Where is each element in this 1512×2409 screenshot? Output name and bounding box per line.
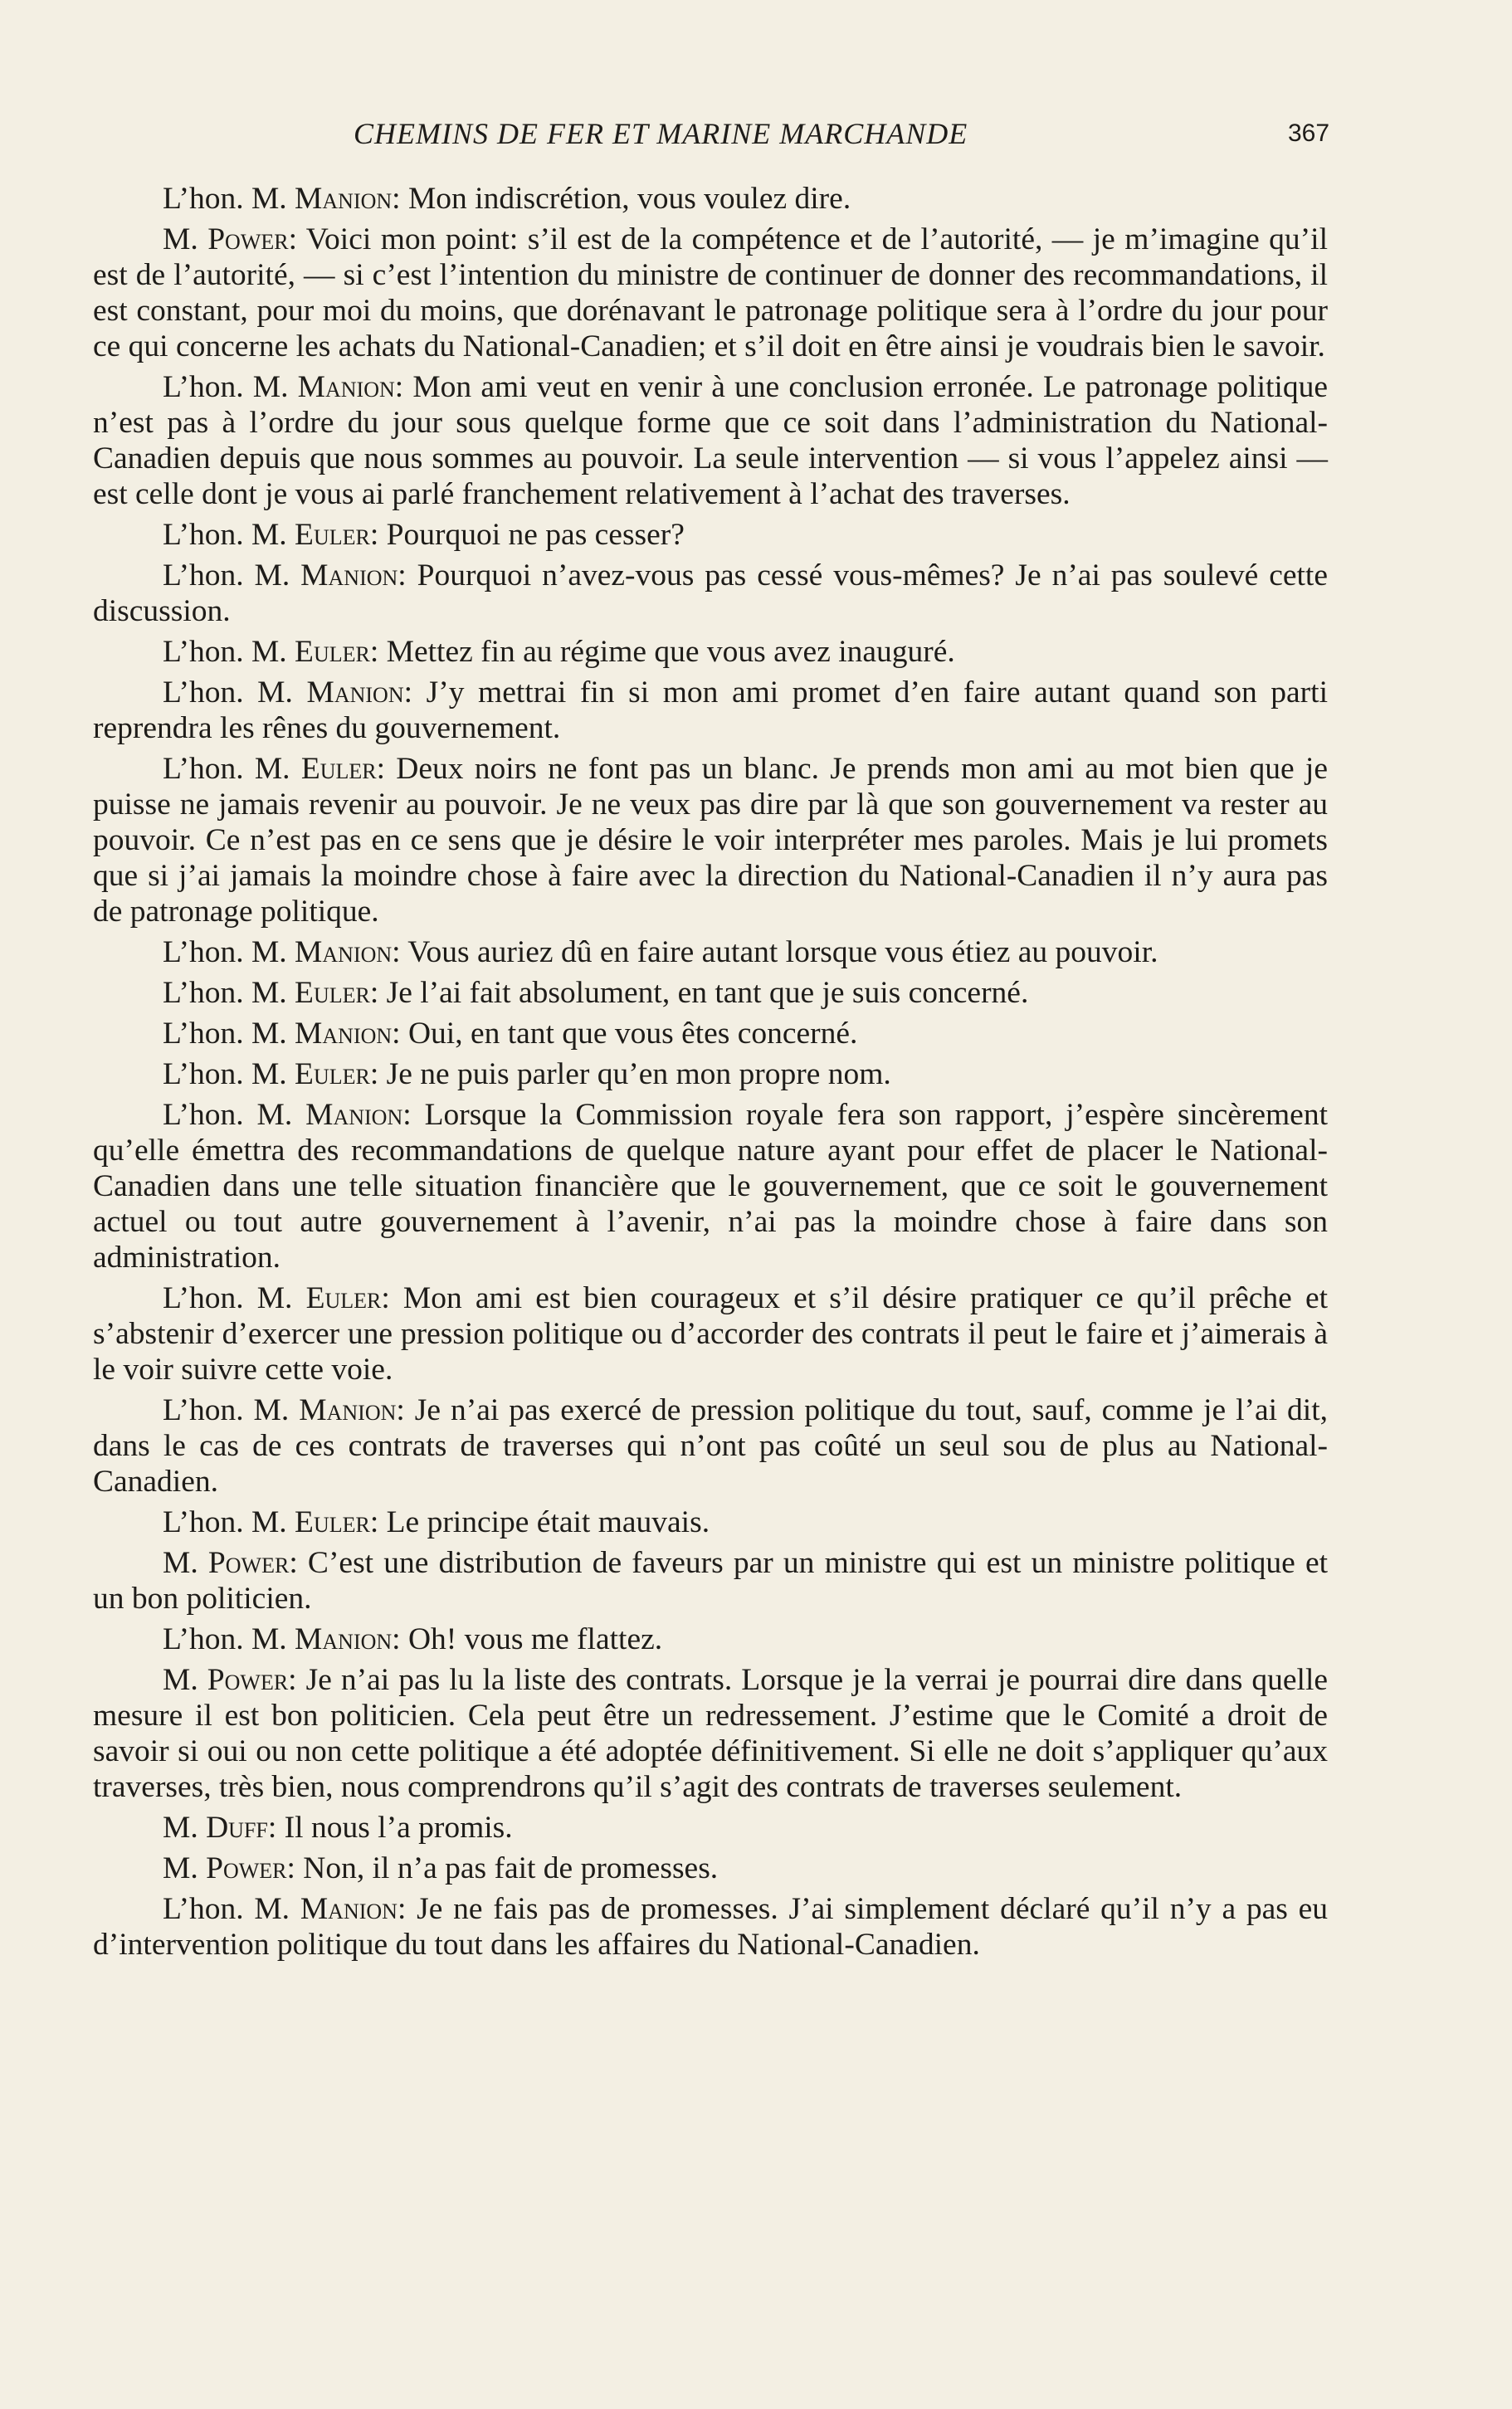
speaker-title: L’hon. M. [163, 675, 307, 710]
speaker-name: Manion [295, 182, 393, 216]
speaker-title: L’hon. M. [163, 370, 298, 404]
speaker-title: L’hon. M. [163, 976, 295, 1010]
speaker-name: Euler [295, 518, 370, 552]
speech-paragraph [93, 675, 1328, 746]
speech-text: : Deux noirs ne font pas un blanc. Je prends mon ami au mot bien que je puisse ne jamais revenir au pouvoir. Je ne veux pas dire par là que son gouvernement va rester au pouvoir. Ce n’est pas en ce sens que je désire le voir interpréter mes paroles. Mais je lui promets que si j’ai jamais la moindre chose à faire avec la direction du National-Canadien il n’y aura pas de patronage politique. [93, 752, 1328, 929]
speaker-title: L’hon. M. [163, 1098, 306, 1132]
speaker-name: Manion [305, 1098, 403, 1132]
speech-text: : Pourquoi ne pas cesser? [369, 518, 685, 552]
speech-text: : Mettez fin au régime que vous avez inauguré. [369, 635, 955, 669]
speech-paragraph [93, 1810, 1328, 1846]
speaker-name: Euler [305, 1281, 382, 1315]
speaker-title: L’hon. M. [163, 518, 295, 552]
speech-paragraph [93, 1545, 1328, 1617]
speaker-title: L’hon. M. [163, 182, 295, 216]
speaker-name: Power [207, 222, 289, 256]
speaker-title: L’hon. M. [163, 1892, 300, 1926]
speaker-title: L’hon. M. [163, 1057, 295, 1091]
speaker-title: L’hon. M. [163, 935, 295, 969]
running-title: CHEMINS DE FER ET MARINE MARCHANDE [354, 117, 968, 150]
speech-paragraph [93, 1851, 1328, 1886]
speech-paragraph [93, 222, 1328, 364]
speech-paragraph [93, 1891, 1328, 1963]
speech-text: : Lorsque la Commission royale fera son rapport, j’espère sincèrement qu’elle émettra des recommandations de quelque nature ayant pour effet de placer le National-Canadien dans une telle situation financière que le gouvernement, que ce soit le gouvernement actuel ou tout autre gouvernement à l’avenir, n’ai pas la moindre chose à faire dans son administration. [93, 1098, 1328, 1275]
speaker-title: L’hon. M. [163, 1505, 295, 1539]
speaker-title: L’hon. M. [163, 1393, 300, 1427]
page-number: 367 [1288, 119, 1330, 147]
speech-paragraph [93, 181, 1328, 217]
speech-text: : Mon ami veut en venir à une conclusion erronée. Le patronage politique n’est pas à l’ordre du jour sous quelque forme que ce soit dans l’administration du National-Canadien depuis que nous sommes au pouvoir. La seule intervention — si vous l’appelez ainsi — est celle dont je vous ai parlé franchement relativement à l’achat des traverses. [93, 370, 1328, 511]
speech-paragraph [93, 975, 1328, 1011]
speech-paragraph [93, 751, 1328, 929]
speaker-title: L’hon. M. [163, 635, 295, 669]
speech-text: : Pourquoi n’avez-vous pas cessé vous-mêmes? Je n’ai pas soulevé cette discussion. [93, 558, 1328, 628]
transcript-body [93, 181, 1328, 1968]
speaker-name: Manion [295, 935, 393, 969]
speech-text: : Non, il n’a pas fait de promesses. [286, 1851, 719, 1885]
speaker-title: M. [163, 222, 208, 256]
speech-text: : C’est une distribution de faveurs par un ministre qui est un ministre politique et un bon politicien. [93, 1546, 1329, 1616]
speaker-name: Manion [295, 1622, 393, 1656]
speaker-name: Euler [295, 1505, 370, 1539]
speech-paragraph [93, 558, 1328, 629]
speech-text: : Oui, en tant que vous êtes concerné. [392, 1017, 858, 1051]
speech-text: : Mon ami est bien courageux et s’il désire pratiquer ce qu’il prêche et s’abstenir d’exercer une pression politique ou d’accorder des contrats il peut le faire et j’aimerais à le voir suivre cette voie. [93, 1281, 1329, 1387]
speech-text: : Il nous l’a promis. [267, 1811, 513, 1845]
speaker-title: L’hon. M. [163, 1622, 295, 1656]
speaker-name: Euler [295, 976, 370, 1010]
speech-text: : Le principe était mauvais. [369, 1505, 710, 1539]
speech-text: : Mon indiscrétion, vous voulez dire. [392, 182, 851, 216]
speech-text: : Je l’ai fait absolument, en tant que je suis concerné. [369, 976, 1029, 1010]
speaker-name: Manion [297, 370, 395, 404]
speech-text: : Je n’ai pas lu la liste des contrats. Lorsque je la verrai je pourrai dire dans quelle mesure il est bon politicien. Cela peut être un redressement. J’estime que le Comité a droit de savoir si oui ou non cette politique a été adoptée définitivement. Si elle ne doit s’appliquer qu’aux traverses, très bien, nous comprendrons qu’il s’agit des contrats de traverses seulement. [93, 1663, 1329, 1804]
speech-paragraph [93, 1016, 1328, 1051]
speech-text: : Je n’ai pas exercé de pression politique du tout, sauf, comme je l’ai dit, dans le cas de ces contrats de traverses qui n’ont pas coûté un seul sou de plus au National-Canadien. [93, 1393, 1328, 1499]
speech-paragraph [93, 934, 1328, 970]
speaker-name: Manion [306, 675, 404, 710]
speech-text: : J’y mettrai fin si mon ami promet d’en faire autant quand son parti reprendra les rênes du gouvernement. [93, 675, 1329, 745]
speaker-name: Power [206, 1851, 287, 1885]
speaker-name: Manion [299, 1393, 397, 1427]
speaker-name: Power [207, 1546, 290, 1580]
speech-paragraph [93, 634, 1328, 670]
speech-paragraph [93, 1662, 1328, 1805]
speaker-title: M. [163, 1546, 208, 1580]
speaker-name: Euler [295, 1057, 370, 1091]
speech-paragraph [93, 1621, 1328, 1657]
speech-text: : Vous auriez dû en faire autant lorsque vous étiez au pouvoir. [392, 935, 1158, 969]
speech-paragraph [93, 1392, 1328, 1500]
speech-paragraph [93, 1504, 1328, 1540]
speech-paragraph [93, 517, 1328, 553]
speaker-title: M. [163, 1851, 207, 1885]
speaker-name: Euler [295, 635, 370, 669]
speaker-name: Manion [300, 558, 398, 592]
speaker-name: Manion [300, 1892, 398, 1926]
speaker-name: Duff [206, 1811, 268, 1845]
speech-text: : Voici mon point: s’il est de la compétence et de l’autorité, — je m’imagine qu’il est de l’autorité, — si c’est l’intention du ministre de continuer de donner des recommandations, il est constant, pour moi du moins, que dorénavant le patronage politique sera à l’ordre du jour pour ce qui concerne les achats du National-Canadien; et s’il doit en être ainsi je voudrais bien le savoir. [93, 222, 1329, 363]
speaker-title: L’hon. M. [163, 558, 301, 592]
speaker-title: M. [163, 1663, 207, 1697]
speaker-title: L’hon. M. [163, 1017, 295, 1051]
speaker-name: Euler [300, 752, 377, 786]
speaker-title: L’hon. M. [163, 752, 301, 786]
speech-text: : Oh! vous me flattez. [392, 1622, 663, 1656]
speech-paragraph [93, 369, 1328, 512]
speaker-title: M. [163, 1811, 207, 1845]
speech-paragraph [93, 1280, 1328, 1387]
speech-text: : Je ne puis parler qu’en mon propre nom. [369, 1057, 891, 1091]
speech-paragraph [93, 1056, 1328, 1092]
speech-paragraph [93, 1097, 1328, 1275]
speaker-name: Manion [295, 1017, 393, 1051]
speaker-name: Power [207, 1663, 289, 1697]
speech-text: : Je ne fais pas de promesses. J’ai simplement déclaré qu’il n’y a pas eu d’intervention politique du tout dans les affaires du National-Canadien. [93, 1892, 1328, 1962]
running-header [0, 116, 1512, 158]
speaker-title: L’hon. M. [163, 1281, 306, 1315]
